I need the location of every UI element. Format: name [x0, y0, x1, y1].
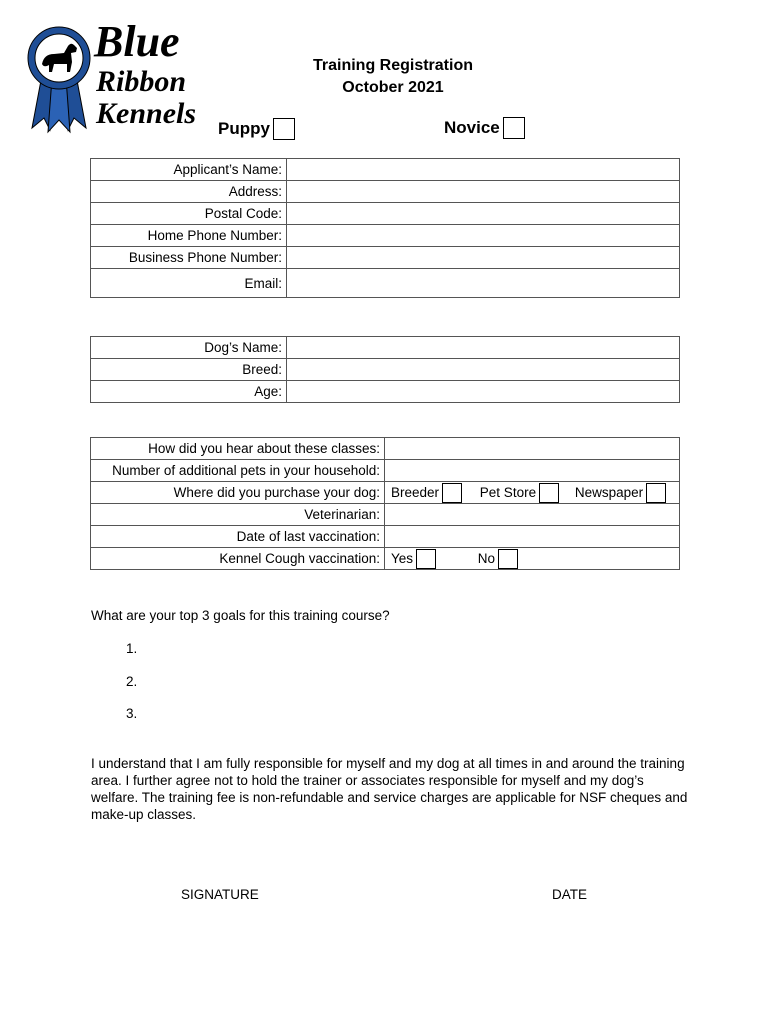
pet-store-label: Pet Store: [479, 485, 537, 500]
info-table: [90, 437, 680, 570]
table-row: [91, 460, 680, 482]
table-row: [91, 203, 680, 225]
table-row: [91, 337, 680, 359]
newspaper-option[interactable]: [575, 482, 666, 503]
date-label: DATE: [552, 887, 588, 902]
address-field[interactable]: [287, 181, 680, 203]
kennel-yes-label: Yes: [391, 551, 414, 566]
postal-code-label: Postal Code:: [91, 203, 287, 225]
last-vaccination-field[interactable]: [385, 526, 680, 548]
novice-option[interactable]: [444, 117, 525, 139]
page-subtitle: October 2021: [342, 79, 444, 96]
purchase-options: [385, 482, 680, 504]
newspaper-checkbox[interactable]: [646, 483, 666, 503]
age-field[interactable]: [287, 381, 680, 403]
logo: [24, 17, 224, 135]
goal-item-3: 3.: [126, 706, 138, 721]
table-row: [91, 181, 680, 203]
applicant-table: [90, 158, 680, 298]
email-field[interactable]: [287, 269, 680, 298]
goals-question: What are your top 3 goals for this training course?: [91, 608, 390, 623]
kennel-no-option[interactable]: [478, 548, 518, 569]
home-phone-field[interactable]: [287, 225, 680, 247]
email-label: Email:: [91, 269, 287, 298]
hear-about-label: How did you hear about these classes:: [91, 438, 385, 460]
table-row: [91, 526, 680, 548]
logo-ribbon: Ribbon: [96, 65, 187, 98]
applicant-name-label: Applicant’s Name:: [91, 159, 287, 181]
kennel-yes-checkbox[interactable]: [416, 549, 436, 569]
kennel-cough-options: [385, 548, 680, 570]
breeder-label: Breeder: [391, 485, 440, 500]
veterinarian-field[interactable]: [385, 504, 680, 526]
table-row: [91, 359, 680, 381]
goal-item-2: 2.: [126, 674, 138, 689]
agreement-text: I understand that I am fully responsible for myself and my dog at all times in and around the training area. I further agree not to hold the trainer or associates responsible for myself and my dog’s welfare. The training fee is non-refundable and service charges are applicable for NSF cheques and make-up classes.: [91, 756, 688, 822]
table-row: [91, 159, 680, 181]
breeder-checkbox[interactable]: [442, 483, 462, 503]
table-row: [91, 269, 680, 298]
dog-table: [90, 336, 680, 403]
breeder-option[interactable]: [391, 482, 462, 503]
table-row: [91, 247, 680, 269]
kennel-yes-option[interactable]: [391, 548, 436, 569]
veterinarian-label: Veterinarian:: [91, 504, 385, 526]
kennel-cough-label: Kennel Cough vaccination:: [91, 548, 385, 570]
puppy-label: Puppy: [218, 119, 270, 138]
table-row: [91, 381, 680, 403]
breed-label: Breed:: [91, 359, 287, 381]
address-label: Address:: [91, 181, 287, 203]
signature-label: SIGNATURE: [181, 887, 259, 902]
pet-store-option[interactable]: [480, 482, 559, 503]
page-title: Training Registration: [312, 57, 473, 74]
business-phone-field[interactable]: [287, 247, 680, 269]
logo-blue: Blue: [94, 17, 180, 66]
puppy-checkbox[interactable]: [273, 118, 295, 140]
pet-store-checkbox[interactable]: [539, 483, 559, 503]
dog-name-field[interactable]: [287, 337, 680, 359]
table-row: [91, 438, 680, 460]
additional-pets-label: Number of additional pets in your household:: [91, 460, 385, 482]
table-row: [91, 504, 680, 526]
newspaper-label: Newspaper: [574, 485, 644, 500]
table-row: [91, 225, 680, 247]
dog-name-label: Dog’s Name:: [91, 337, 287, 359]
applicant-name-field[interactable]: [287, 159, 680, 181]
business-phone-label: Business Phone Number:: [91, 247, 287, 269]
kennel-no-checkbox[interactable]: [498, 549, 518, 569]
home-phone-label: Home Phone Number:: [91, 225, 287, 247]
kennel-no-label: No: [477, 551, 496, 566]
breed-field[interactable]: [287, 359, 680, 381]
purchase-label: Where did you purchase your dog:: [91, 482, 385, 504]
ribbon-dog-icon: [24, 20, 94, 135]
goal-item-1: 1.: [126, 641, 138, 656]
novice-label: Novice: [444, 118, 500, 137]
hear-about-field[interactable]: [385, 438, 680, 460]
additional-pets-field[interactable]: [385, 460, 680, 482]
puppy-option[interactable]: [218, 118, 295, 140]
logo-kennels: Kennels: [96, 97, 197, 130]
last-vaccination-label: Date of last vaccination:: [91, 526, 385, 548]
postal-code-field[interactable]: [287, 203, 680, 225]
age-label: Age:: [91, 381, 287, 403]
table-row: [91, 482, 680, 504]
table-row: [91, 548, 680, 570]
novice-checkbox[interactable]: [503, 117, 525, 139]
